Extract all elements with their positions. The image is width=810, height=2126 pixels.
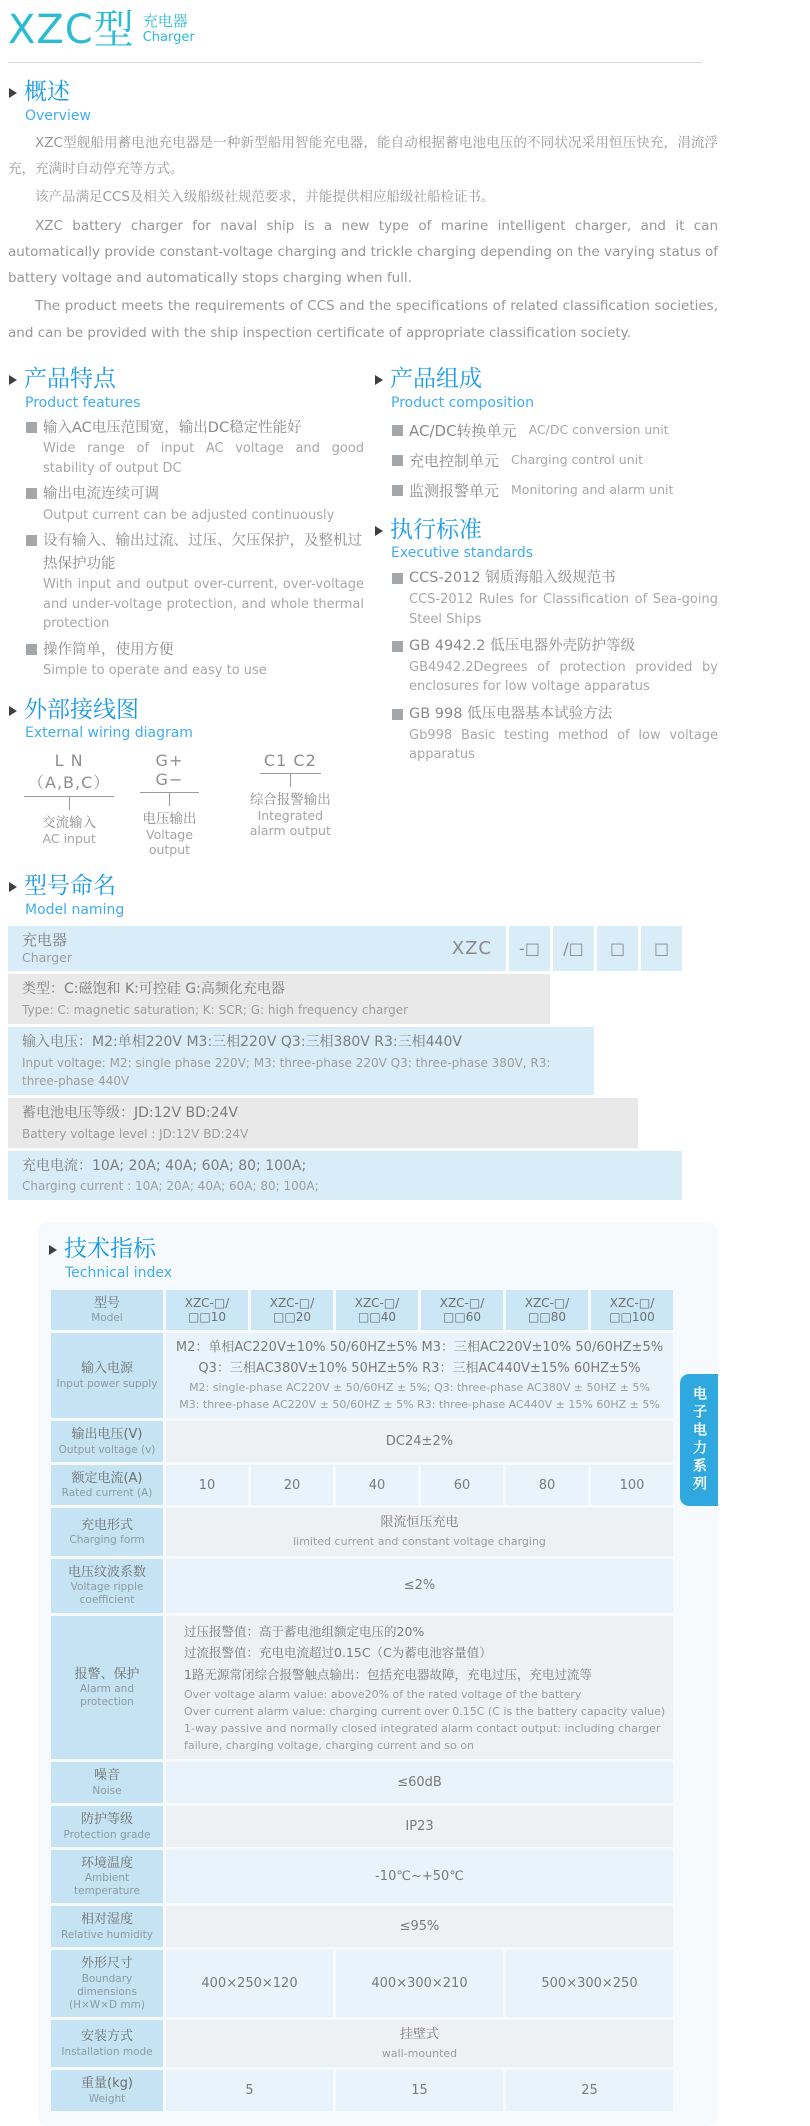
row-label-en: Weight [88, 2092, 126, 2105]
terminal-en: Voltage output [146, 827, 193, 858]
tech-row-ambient-temperature [51, 1850, 673, 1904]
composition-en: AC/DC conversion unit [528, 421, 669, 437]
standards-heading [374, 517, 718, 545]
tech-value-cell: 80 [506, 1465, 588, 1506]
value-line: Over current alarm value: charging current over 0.15C (C is the battery capacity value) [184, 1705, 666, 1719]
tech-label-cell [51, 1762, 163, 1803]
model-header-cell: XZC-□/□□80 [506, 1290, 588, 1331]
value-line: M2：单相AC220V±10% 50/60HZ±5% M3：三相AC220V±10% 50/60HZ±5% [175, 1340, 664, 1356]
value-line: wall-mounted [381, 2046, 458, 2060]
model-header-cell: XZC-□/□□60 [421, 1290, 503, 1331]
composition-cn: 充电控制单元 [409, 451, 500, 470]
row-label-cn: 重量(kg) [81, 2076, 133, 2092]
page-title: XZC型 [8, 7, 135, 53]
feature-en: Simple to operate and easy to use [43, 663, 267, 679]
row-label-cn: 输出电压(V) [71, 1427, 143, 1443]
naming-title-cn: 型号命名 [24, 873, 116, 900]
standard-item [392, 568, 718, 629]
row-label-cn: 输入电源 [80, 1361, 133, 1377]
naming-slot: /□ [553, 926, 594, 972]
row-label-en: Ambient temperature [74, 1872, 140, 1898]
naming-row-cn: 蓄电池电压等级：JD:12V BD:24V [22, 1104, 238, 1121]
overview-paragraph: XZC型舰船用蓄电池充电器是一种新型船用智能充电器，能自动根据蓄电池电压的不同状况采用恒压快充，涓流浮充，充满时自动停充等方式。 [8, 134, 718, 177]
wiring-title-en: External wiring diagram [25, 725, 193, 742]
naming-base-cn: 充电器 [22, 930, 68, 949]
standard-en: GB4942.2Degrees of protection provided by enclosures for low voltage apparatus [409, 659, 718, 695]
row-label-en: Relative humidity [60, 1929, 154, 1942]
naming-row-en: Type: C: magnetic saturation; K: SCR; G: high frequency charger [22, 1003, 409, 1018]
terminal-label: C1 C2 [260, 751, 321, 774]
model-header-cell: XZC-□/□□100 [591, 1290, 673, 1331]
tech-value-cell: 400×300×210 [336, 1950, 503, 2017]
feature-en: With input and output over-current, over-voltage and under-voltage protection, and whole thermal protection [43, 577, 364, 632]
row-label-en: Voltage ripple coefficient [70, 1581, 144, 1607]
section-arrow-icon [9, 88, 17, 98]
standard-item [392, 636, 718, 697]
terminal-cn: 交流输入 [42, 815, 97, 832]
tech-value-cell: IP23 [166, 1806, 673, 1847]
standards-title-cn: 执行标准 [390, 516, 482, 543]
composition-title-cn: 产品组成 [390, 366, 482, 393]
tech-row-ripple [51, 1559, 673, 1613]
wiring-diagram [24, 751, 364, 857]
bullet-square-icon [392, 455, 403, 466]
row-label-cn: 外形尺寸 [80, 1956, 133, 1972]
naming-row-en: Input voltage: M2: single phase 220V; M3: three-phase 220V Q3: three-phase 380V, R3: three-phase 440V [22, 1055, 551, 1088]
row-label-cn: 充电形式 [80, 1517, 133, 1533]
features-title-cn: 产品特点 [24, 366, 116, 393]
section-arrow-icon [9, 706, 17, 716]
naming-base-cell [8, 926, 506, 972]
standards-title-en: Executive standards [391, 545, 534, 562]
row-label-en: Protection grade [63, 1828, 151, 1841]
terminal-label: L N（A,B,C） [24, 751, 114, 797]
terminal-group-alarm-output [243, 751, 338, 857]
bullet-square-icon [26, 535, 37, 546]
row-label-en: Installation mode [61, 2045, 153, 2058]
row-label-cn: 型号 [93, 1295, 120, 1311]
naming-slot: -□ [509, 926, 550, 972]
tech-row-charging-form [51, 1508, 673, 1555]
section-naming [8, 873, 718, 1200]
naming-row-cn: 输入电压：M2:单相220V M3:三相220V Q3:三相380V R3:三相440V [22, 1034, 462, 1051]
tech-value-cell: 20 [251, 1465, 333, 1506]
value-line: 过压报警值：高于蓄电池组额定电压的20% [184, 1623, 425, 1639]
wiring-title-cn: 外部接线图 [24, 696, 139, 723]
section-arrow-icon [9, 882, 17, 892]
tech-title-cn: 技术指标 [64, 1236, 156, 1263]
tech-label-cell [51, 1950, 163, 2017]
row-label-cn: 防护等级 [80, 1812, 133, 1827]
naming-slot: □ [597, 926, 638, 972]
composition-item [392, 420, 718, 441]
tech-row-alarm-protection [51, 1616, 673, 1760]
bullet-square-icon [392, 573, 403, 584]
naming-row-base [8, 926, 718, 972]
composition-cn: 监测报警单元 [409, 481, 500, 500]
model-header-cell: XZC-□/□□40 [336, 1290, 418, 1331]
naming-row-en: Battery voltage level : JD:12V BD:24V [22, 1126, 249, 1141]
row-label-cn: 安装方式 [80, 2029, 133, 2045]
terminal-group-ac-input [24, 751, 114, 857]
composition-en: Monitoring and alarm unit [511, 481, 674, 497]
bullet-square-icon [392, 641, 403, 652]
tech-value-cell: 5 [166, 2070, 333, 2111]
naming-row-charging-current [8, 1151, 718, 1201]
page-header [8, 0, 718, 52]
value-line: Q3：三相AC380V±10% 50HZ±5% R3：三相AC440V±15% 60HZ±5% [198, 1361, 641, 1377]
overview-paragraph: XZC battery charger for naval ship is a new type of marine intelligent charger, and it can automatically provide constant-voltage charging and trickle charging depending on the varying status of battery voltage and automatically stops charging when full. [8, 217, 718, 287]
feature-en: Output current can be adjusted continuously [43, 507, 335, 523]
section-technical-index [38, 1222, 718, 2126]
tech-value-cell: 40 [336, 1465, 418, 1506]
tech-row-input-power [51, 1333, 673, 1418]
row-label-en: Alarm and protection [80, 1683, 134, 1709]
value-line: M3: three-phase AC220V ± 50/60HZ ± 5% R3: three-phase AC440V ± 15% 60HZ ± 5% [179, 1397, 660, 1411]
tech-label-cell [51, 2070, 163, 2111]
section-features [8, 366, 364, 680]
tech-value-cell: 60 [421, 1465, 503, 1506]
overview-paragraph: 该产品满足CCS及相关入级船级社规范要求，并能提供相应船级社船检证书。 [35, 189, 495, 206]
section-overview [8, 79, 718, 346]
bullet-square-icon [392, 425, 403, 436]
feature-item [26, 417, 364, 478]
row-label-en: Boundary dimensions [77, 1972, 137, 1998]
naming-title-en: Model naming [25, 901, 125, 918]
tech-row-noise [51, 1762, 673, 1803]
row-label-en: Model [91, 1312, 123, 1325]
tech-heading [48, 1236, 718, 1264]
tech-row-dimensions [51, 1950, 673, 2017]
overview-heading [8, 79, 718, 107]
feature-cn: 操作简单，使用方便 [43, 641, 174, 658]
tech-label-cell [51, 2020, 163, 2067]
tech-value-cell [166, 1333, 673, 1418]
composition-heading [374, 366, 718, 394]
product-name-cn: 充电器 [142, 12, 188, 30]
bullet-square-icon [26, 644, 37, 655]
tech-value-cell: 25 [506, 2070, 673, 2111]
tech-table [48, 1287, 676, 2114]
bullet-square-icon [26, 422, 37, 433]
series-tab: 电子电力系列 [680, 1374, 718, 1506]
naming-heading [8, 873, 718, 901]
terminal-en: Integrated alarm output [249, 808, 331, 839]
terminal-label: G+ G− [140, 751, 198, 793]
tech-label-cell [51, 1616, 163, 1760]
section-arrow-icon [9, 375, 17, 385]
overview-paragraph: The product meets the requirements of CCS and the specifications of related classification societies, and can be provided with the ship inspection certificate of appropriate classification society. [8, 298, 718, 341]
terminal-tick [290, 774, 291, 787]
tech-value-cell [166, 1508, 673, 1555]
terminal-cn: 电压输出 [142, 811, 197, 828]
row-label-en: Charging form [69, 1534, 145, 1547]
composition-item [392, 480, 718, 501]
value-line: 1-way passive and normally closed integrated alarm contact output: including charger failure, charging voltage, charging current and so on [184, 1722, 661, 1753]
row-label-cn: 额定电流(A) [71, 1470, 143, 1486]
naming-code: XZC [451, 938, 492, 960]
row-label-en: Rated current (A) [61, 1487, 153, 1500]
tech-value-cell: 500×300×250 [506, 1950, 673, 2017]
naming-base-en: Charger [22, 950, 72, 966]
overview-title-cn: 概述 [24, 79, 70, 105]
section-wiring [8, 697, 364, 858]
wiring-heading [8, 697, 364, 725]
tech-row-protection-grade [51, 1806, 673, 1847]
model-header-cell: XZC-□/□□10 [166, 1290, 248, 1331]
feature-cn: 设有输入、输出过流、过压、欠压保护，及整机过热保护功能 [43, 533, 362, 572]
feature-item [26, 483, 364, 525]
section-composition [374, 366, 718, 501]
naming-row-type [8, 974, 718, 1024]
row-label-cn: 报警、保护 [74, 1666, 140, 1682]
tech-row-rated-current [51, 1465, 673, 1506]
composition-item [392, 450, 718, 471]
naming-row-input-voltage [8, 1027, 718, 1095]
tech-value-cell: ≤95% [166, 1906, 673, 1947]
terminal-tick [69, 797, 70, 810]
tech-row-weight [51, 2070, 673, 2111]
value-line: 过流报警值：充电电流超过0.15C（C为蓄电池容量值） [184, 1645, 492, 1661]
row-label-cn: 相对湿度 [80, 1912, 133, 1928]
section-standards [374, 517, 718, 765]
row-label-en: (H×W×D mm) [69, 1998, 145, 2011]
tech-label-cell [51, 1333, 163, 1418]
features-heading [8, 366, 364, 394]
row-label-cn: 电压纹波系数 [67, 1564, 146, 1580]
composition-title-en: Product composition [391, 394, 534, 411]
tech-value-cell: ≤2% [166, 1559, 673, 1613]
tech-value-cell [166, 2020, 673, 2067]
header-divider [8, 62, 702, 63]
tech-label-cell [51, 1421, 163, 1462]
tech-label-cell [51, 1850, 163, 1904]
tech-value-cell: 15 [336, 2070, 503, 2111]
model-naming-table [8, 926, 718, 1201]
naming-slot: □ [641, 926, 682, 972]
tech-row-relative-humidity [51, 1906, 673, 1947]
standard-cn: GB 4942.2 低压电器外壳防护等级 [409, 638, 636, 655]
composition-cn: AC/DC转换单元 [409, 421, 517, 440]
value-line: 限流恒压充电 [380, 1515, 459, 1531]
model-header-cell: XZC-□/□□20 [251, 1290, 333, 1331]
bullet-square-icon [26, 488, 37, 499]
feature-item [26, 639, 364, 681]
feature-cn: 输入AC电压范围宽，输出DC稳定性能好 [43, 419, 302, 436]
standard-item [392, 704, 718, 765]
tech-row-output-voltage [51, 1421, 673, 1462]
bullet-square-icon [392, 709, 403, 720]
naming-row-cn: 类型：C:磁饱和 K:可控硅 G:高频化充电器 [22, 981, 285, 998]
value-line: 挂壁式 [399, 2027, 439, 2043]
standard-en: Gb998 Basic testing method of low voltage apparatus [409, 727, 718, 763]
row-label-cn: 噪音 [93, 1768, 120, 1784]
tech-value-cell: ≤60dB [166, 1762, 673, 1803]
value-line: M2: single-phase AC220V ± 50/60HZ ± 5%; Q3: three-phase AC380V ± 50HZ ± 5% [189, 1381, 650, 1395]
composition-en: Charging control unit [511, 451, 644, 467]
standard-cn: GB 998 低压电器基本试验方法 [409, 705, 613, 722]
naming-row-en: Charging current : 10A; 20A; 40A; 60A; 80; 100A; [22, 1179, 319, 1194]
tech-label-cell [51, 1806, 163, 1847]
naming-row-cn: 充电电流：10A; 20A; 40A; 60A; 80; 100A; [22, 1157, 307, 1174]
tech-label-cell [51, 1508, 163, 1555]
page-subtitle [143, 8, 195, 45]
feature-cn: 输出电流连续可调 [43, 486, 159, 503]
terminal-en: AC input [42, 831, 96, 847]
terminal-cn: 综合报警输出 [249, 792, 331, 809]
tech-value-cell: 10 [166, 1465, 248, 1506]
naming-row-battery-level [8, 1098, 718, 1148]
standard-en: CCS-2012 Rules for Classification of Sea-going Steel Ships [409, 592, 718, 627]
standard-cn: CCS-2012 钢质海船入级规范书 [409, 570, 616, 587]
tech-row-model [51, 1290, 673, 1331]
tech-value-cell: -10℃~+50℃ [166, 1850, 673, 1904]
row-label-en: Output voltage (v) [58, 1443, 156, 1456]
tech-value-cell [166, 1616, 673, 1760]
tech-label-cell [51, 1559, 163, 1613]
section-arrow-icon [375, 526, 383, 536]
terminal-group-voltage-output [140, 751, 198, 857]
tech-row-installation [51, 2020, 673, 2067]
tech-value-cell: 100 [591, 1465, 673, 1506]
value-line: limited current and constant voltage charging [293, 1535, 546, 1549]
value-line: 1路无源常闭综合报警触点输出：包括充电器故障，充电过压，充电过流等 [184, 1667, 592, 1683]
tech-value-cell: DC24±2% [166, 1421, 673, 1462]
feature-en: Wide range of input AC voltage and good stability of output DC [43, 441, 364, 476]
product-name-en: Charger [142, 29, 195, 45]
row-label-en: Input power supply [56, 1377, 158, 1390]
overview-title-en: Overview [25, 107, 91, 124]
section-arrow-icon [49, 1245, 57, 1255]
section-arrow-icon [375, 375, 383, 385]
row-label-en: Noise [92, 1784, 122, 1797]
row-label-cn: 环境温度 [80, 1855, 133, 1871]
terminal-tick [169, 793, 170, 806]
tech-value-cell: 400×250×120 [166, 1950, 333, 2017]
feature-item [26, 530, 364, 633]
tech-label-cell [51, 1290, 163, 1331]
features-title-en: Product features [25, 394, 141, 411]
bullet-square-icon [392, 485, 403, 496]
value-line: Over voltage alarm value: above20% of the rated voltage of the battery [184, 1688, 582, 1702]
tech-label-cell [51, 1906, 163, 1947]
tech-title-en: Technical index [65, 1264, 173, 1281]
tech-label-cell [51, 1465, 163, 1506]
